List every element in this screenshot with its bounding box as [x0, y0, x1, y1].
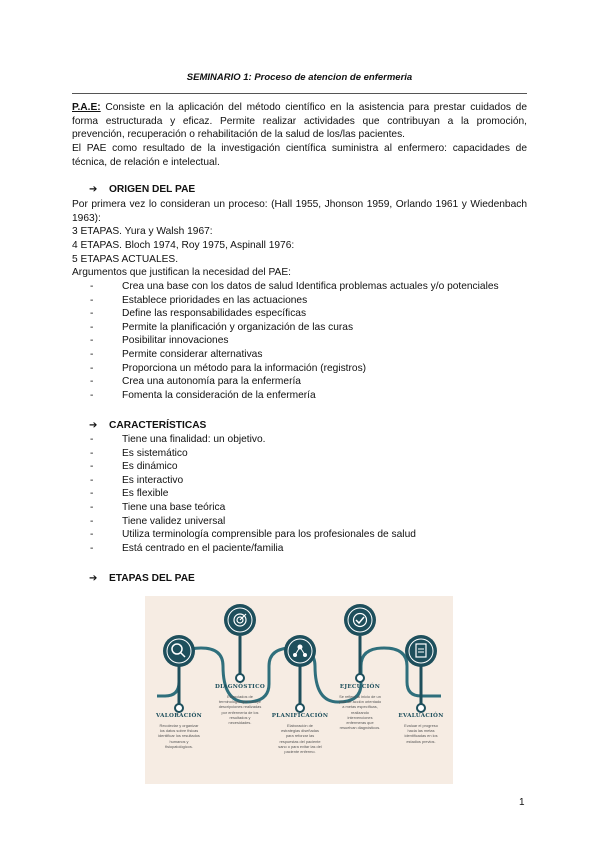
- origen-heading-text: ORIGEN DEL PAE: [109, 184, 196, 195]
- etapas-infographic: [145, 596, 453, 784]
- list-item: - Tiene validez universal: [90, 515, 226, 527]
- stage-desc-ejecucion: Se refiere al inicio de un plan de acción orientado a metas específicas, realizando intervenciones enfermeras que resuelvan diagnósticos.: [338, 694, 382, 731]
- stage-title-evaluacion: EVALUACIÓN: [398, 713, 444, 719]
- etapas-heading-text: ETAPAS DEL PAE: [109, 573, 195, 584]
- caracteristicas-list: [72, 433, 416, 555]
- stage-title-valoracion: VALORACIÓN: [155, 713, 203, 719]
- list-item: - Es flexible: [90, 488, 169, 500]
- origen-line-1: 3 ETAPAS. Yura y Walsh 1967:: [72, 226, 213, 237]
- list-item: - Permite la planificación y organización de las curas: [90, 321, 354, 333]
- list-item: - Crea una autonomía para la enfermería: [90, 376, 301, 388]
- arrow-icon: ➔: [89, 420, 98, 431]
- origen-line-3: 5 ETAPAS ACTUALES.: [72, 254, 179, 265]
- title-divider: [72, 93, 527, 94]
- stage-title-ejecucion: EJECUCIÓN: [339, 684, 381, 690]
- origen-line-4: Argumentos que justifican la necesidad del PAE:: [72, 267, 291, 278]
- stage-circle-4: [344, 604, 376, 636]
- list-item: - Tiene una base teórica: [90, 501, 226, 513]
- stage-title-planificacion: PLANIFICACIÓN: [271, 713, 329, 719]
- section-heading-caracteristicas: [89, 420, 206, 431]
- infographic-svg: [145, 596, 453, 784]
- stage-circle-3: [284, 635, 316, 667]
- list-item: - Crea una base con los datos de salud Identifica problemas actuales y/o potenciales: [90, 281, 499, 292]
- origen-line-2: 4 ETAPAS. Bloch 1974, Roy 1975, Aspinall 1976:: [72, 240, 295, 251]
- list-item: - Es dinámico: [90, 461, 178, 473]
- argumentos-list: [72, 280, 499, 402]
- list-item: - Es interactivo: [90, 474, 184, 486]
- stage-desc-planificacion: Elaboración de estrategias diseñadas para reforzar las respuestas del paciente sano o para evitar las del paciente enfermo.: [278, 723, 322, 755]
- section-heading-etapas: [89, 573, 195, 584]
- intro-paragraph: [72, 101, 527, 142]
- intro-definition: Consiste en la aplicación del método científico en la asistencia para prestar cuidados de forma estructurada y eficaz. Permite realizar actividades que contribuyan a la promoción, prevención, recuperación o rehabilitación de la salud de los/las pacientes.: [72, 102, 527, 141]
- stage-desc-diagnostico: Enunciados de terminología que incluye descripciones realizadas por enfermería de los resultados y necesidades.: [218, 694, 262, 726]
- section-heading-origen: [89, 184, 195, 195]
- list-item: - Permite considerar alternativas: [90, 348, 263, 360]
- stage-circle-5: [405, 635, 437, 667]
- intro-term: P.A.E:: [72, 102, 101, 113]
- list-item: - Establece prioridades en las actuaciones: [90, 294, 308, 306]
- page-title: SEMINARIO 1: Proceso de atencion de enfermeria: [186, 72, 413, 83]
- stage-desc-evaluacion: Evaluar el progreso hacia las metas identificadas en los estadios previos.: [404, 723, 438, 744]
- stage-desc-valoracion: Recolectar y organizar los datos sobre físicas identificar los resultados humanos y fisiopatológicos.: [158, 723, 200, 749]
- origen-paragraph: Por primera vez lo consideran un proceso: (Hall 1955, Jhonson 1959, Orlando 1961 y Wiedenbach 1963):: [72, 199, 527, 224]
- stage-circle-1: [163, 635, 195, 667]
- list-item: - Está centrado en el paciente/familia: [90, 542, 284, 554]
- arrow-icon: ➔: [89, 573, 98, 584]
- intro-second-paragraph: El PAE como resultado de la investigación científica suministra al enfermero: capacidades de técnica, de relación e intelectual.: [72, 143, 527, 168]
- caracteristicas-heading-text: CARACTERÍSTICAS: [109, 420, 207, 431]
- list-item: - Define las responsabilidades específicas: [90, 308, 307, 320]
- list-item: - Posibilitar innovaciones: [90, 335, 229, 347]
- list-item: - Proporciona un método para la información (registros): [90, 362, 367, 374]
- page-number: 1: [519, 797, 525, 808]
- list-item: - Fomenta la consideración de la enfermería: [90, 389, 316, 401]
- stage-title-diagnostico: DIAGNÓSTICO: [214, 684, 265, 690]
- list-item: - Utiliza terminología comprensible para los profesionales de salud: [90, 529, 416, 541]
- list-item: - Es sistemático: [90, 447, 188, 459]
- arrow-icon: ➔: [89, 184, 98, 195]
- list-item: - Tiene una finalidad: un objetivo.: [90, 434, 266, 445]
